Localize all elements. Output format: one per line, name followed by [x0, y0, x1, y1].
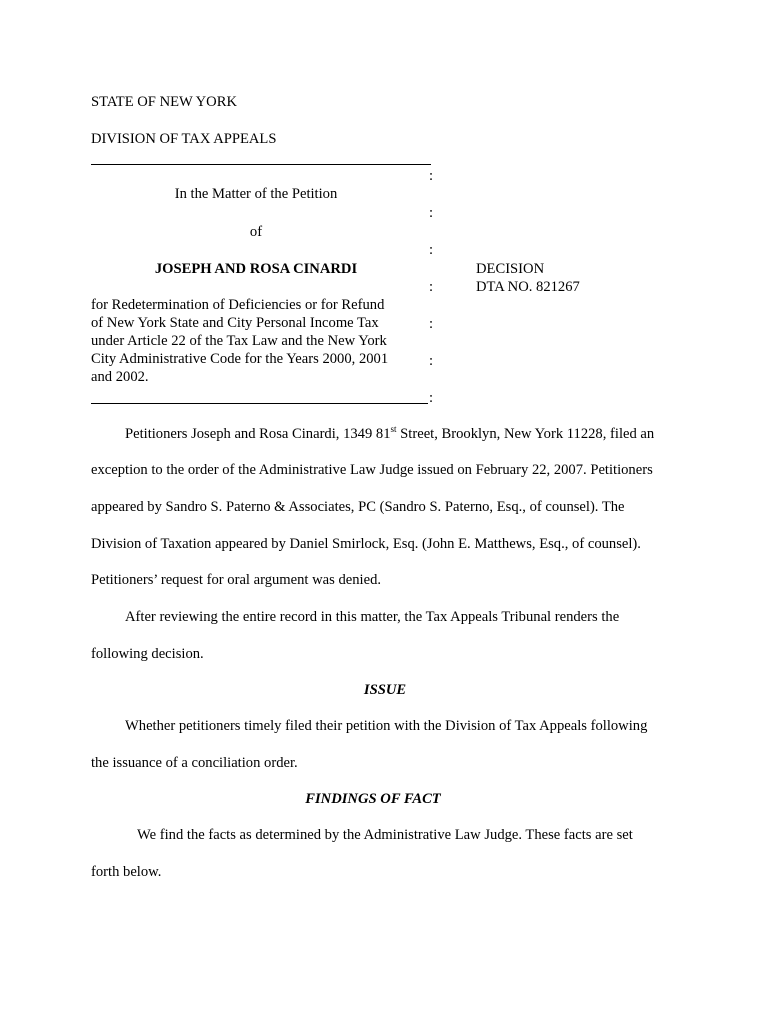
- caption-purpose-line: and 2002.: [91, 369, 149, 385]
- ordinal-suffix: st: [390, 424, 397, 434]
- caption-purpose-line: for Redetermination of Deficiencies or for Refund: [91, 297, 385, 313]
- body-line: Whether petitioners timely filed their petition with the Division of Tax Appeals following: [125, 718, 648, 734]
- caption-top-rule: [91, 164, 431, 165]
- caption-colon: :: [429, 316, 434, 332]
- caption-purpose-line: City Administrative Code for the Years 2000, 2001: [91, 351, 389, 367]
- issue-heading: ISSUE: [363, 682, 407, 698]
- caption-colon: :: [429, 205, 434, 221]
- body-line: Division of Taxation appeared by Daniel Smirlock, Esq. (John E. Matthews, Esq., of counsel).: [91, 536, 641, 552]
- body-line: following decision.: [91, 646, 204, 662]
- dta-number: DTA NO. 821267: [476, 279, 580, 295]
- body-line: the issuance of a conciliation order.: [91, 755, 298, 771]
- body-line: We find the facts as determined by the Administrative Law Judge. These facts are set: [137, 827, 633, 843]
- body-text: Street, Brooklyn, New York 11228, filed an: [396, 426, 655, 442]
- body-line: forth below.: [91, 864, 162, 880]
- decision-label: DECISION: [476, 261, 545, 277]
- caption-matter: In the Matter of the Petition: [174, 186, 338, 202]
- caption-bottom-rule: [91, 403, 428, 404]
- state-heading: STATE OF NEW YORK: [91, 94, 237, 110]
- caption-purpose-line: of New York State and City Personal Income Tax: [91, 315, 379, 331]
- caption-colon: :: [429, 390, 434, 406]
- body-line: exception to the order of the Administrative Law Judge issued on February 22, 2007. Petitioners: [91, 462, 653, 478]
- division-heading: DIVISION OF TAX APPEALS: [91, 131, 277, 147]
- body-line: Petitioners’ request for oral argument was denied.: [91, 572, 382, 588]
- caption-colon: :: [429, 353, 434, 369]
- caption-colon: :: [429, 168, 434, 184]
- caption-colon: :: [429, 242, 434, 258]
- findings-heading: FINDINGS OF FACT: [305, 791, 441, 807]
- caption-petitioners: JOSEPH AND ROSA CINARDI: [154, 261, 358, 277]
- body-text: Petitioners Joseph and Rosa Cinardi, 1349 81: [125, 426, 391, 442]
- body-line: appeared by Sandro S. Paterno & Associates, PC (Sandro S. Paterno, Esq., of counsel). The: [91, 499, 625, 515]
- body-line: After reviewing the entire record in this matter, the Tax Appeals Tribunal renders the: [125, 609, 620, 625]
- body-line: [125, 426, 654, 443]
- caption-colon: :: [429, 279, 434, 295]
- caption-purpose-line: under Article 22 of the Tax Law and the New York: [91, 333, 387, 349]
- caption-of: of: [249, 224, 263, 240]
